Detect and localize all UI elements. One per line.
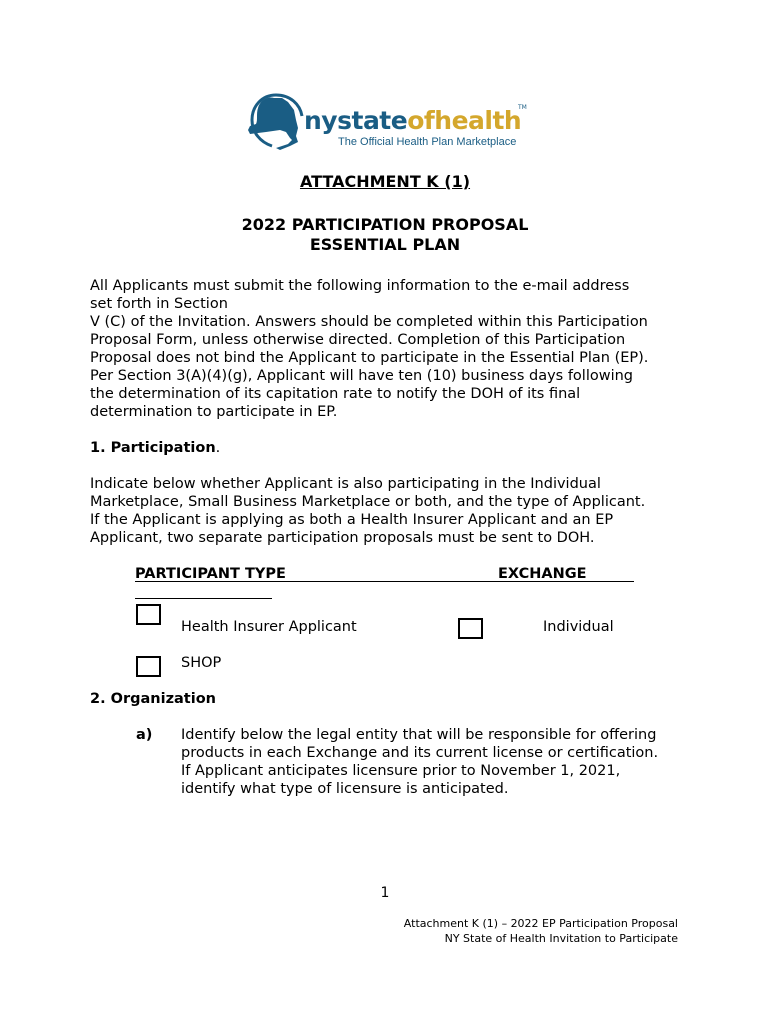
item-a-line: If Applicant anticipates licensure prior to November 1, 2021, <box>181 763 621 779</box>
section-1-paragraph <box>90 475 690 547</box>
logo-word-health: health <box>434 106 522 135</box>
item-a-text <box>181 726 691 798</box>
logo-word-ny: ny <box>304 106 338 135</box>
exchange-header: EXCHANGE <box>498 566 587 582</box>
intro-line: determination to participate in EP. <box>90 404 338 420</box>
intro-line: Proposal Form, unless otherwise directed. Completion of this Participation <box>90 332 626 348</box>
individual-checkbox[interactable] <box>458 618 483 639</box>
nystateofhealth-logo <box>246 92 536 154</box>
intro-line: set forth in Section <box>90 296 228 312</box>
section-1-line: Applicant, two separate participation proposals must be sent to DOH. <box>90 530 595 546</box>
intro-line: Proposal does not bind the Applicant to participate in the Essential Plan (EP). <box>90 350 649 366</box>
shop-checkbox[interactable] <box>136 656 161 677</box>
header-underline <box>135 581 634 582</box>
item-a-line: identify what type of licensure is anticipated. <box>181 781 509 797</box>
intro-line: Per Section 3(A)(4)(g), Applicant will have ten (10) business days following <box>90 368 634 384</box>
section-2-title: 2. Organization <box>90 691 216 707</box>
participant-type-header: PARTICIPANT TYPE <box>135 566 286 582</box>
intro-line: V (C) of the Invitation. Answers should be completed within this Participation <box>90 314 648 330</box>
document-title: 2022 PARTICIPATION PROPOSAL <box>241 215 529 234</box>
footer-line-2: NY State of Health Invitation to Participate <box>444 932 678 945</box>
shop-label: SHOP <box>181 655 222 671</box>
health-insurer-checkbox[interactable] <box>136 604 161 625</box>
section-1-title-suffix: . <box>215 440 221 456</box>
section-1-line: Marketplace, Small Business Marketplace or both, and the type of Applicant. <box>90 494 646 510</box>
logo-tagline: The Official Health Plan Marketplace <box>338 136 517 148</box>
document-subtitle: ESSENTIAL PLAN <box>309 235 461 254</box>
footer-line-1: Attachment K (1) – 2022 EP Participation Proposal <box>403 917 678 930</box>
intro-paragraph <box>90 277 690 421</box>
health-insurer-label: Health Insurer Applicant <box>181 619 357 635</box>
logo-word-state: state <box>337 106 408 135</box>
attachment-heading: ATTACHMENT K (1) <box>299 172 471 191</box>
intro-line: the determination of its capitation rate to notify the DOH of its final <box>90 386 581 402</box>
section-2-heading <box>90 690 690 708</box>
section-1-line: Indicate below whether Applicant is also participating in the Individual <box>90 476 601 492</box>
section-1-line: If the Applicant is applying as both a Health Insurer Applicant and an EP <box>90 512 614 528</box>
item-a-marker: a) <box>136 727 153 743</box>
item-a-line: Identify below the legal entity that will be responsible for offering <box>181 727 657 743</box>
item-a-line: products in each Exchange and its current license or certification. <box>181 745 659 761</box>
individual-label: Individual <box>543 619 614 635</box>
page-number: 1 <box>380 885 390 901</box>
logo-word-of: of <box>407 106 435 135</box>
logo-wordmark <box>304 106 521 136</box>
section-1-heading <box>90 439 690 457</box>
logo-trademark: TM <box>518 104 527 111</box>
section-1-title: 1. Participation <box>90 440 216 456</box>
intro-line: All Applicants must submit the following information to the e-mail address <box>90 278 630 294</box>
header-underline-continuation <box>135 598 272 599</box>
